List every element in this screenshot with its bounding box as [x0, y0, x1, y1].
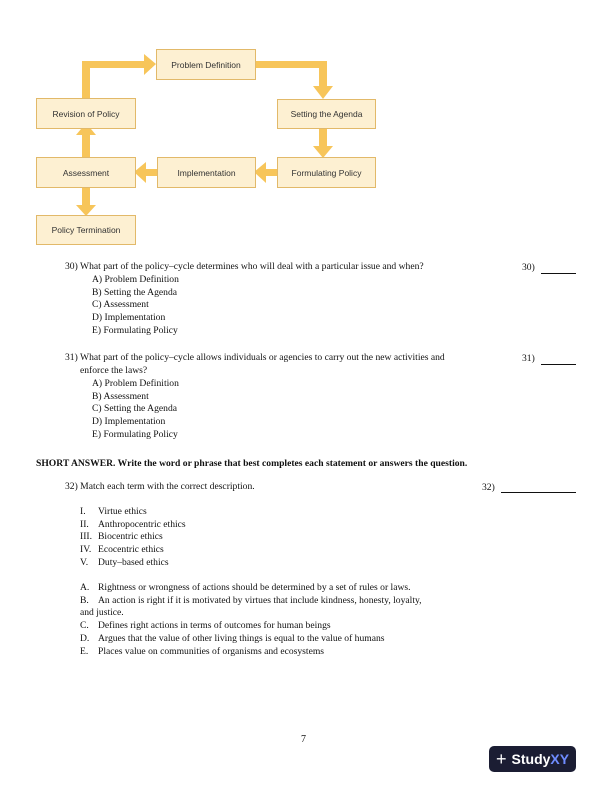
term-numeral: I. [80, 506, 86, 517]
question-30-text: 30) What part of the policy–cycle determines who will deal with a particular issue and when? [65, 261, 424, 272]
question-31-option[interactable]: E) Formulating Policy [92, 428, 178, 440]
question-31-option[interactable]: A) Problem Definition [92, 378, 179, 389]
description-text: Places value on communities of organisms and ecosystems [98, 645, 325, 657]
short-answer-header: SHORT ANSWER. Write the word or phrase that best completes each statement or answers the question. [36, 458, 468, 469]
question-30-option[interactable]: C) Assessment [92, 299, 149, 311]
box-formulating-policy: Formulating Policy [277, 157, 376, 188]
arrow-pd-to-agenda [256, 61, 326, 68]
question-31-option[interactable]: C) Setting the Agenda [92, 403, 177, 415]
box-problem-definition: Problem Definition [156, 49, 256, 80]
box-implementation: Implementation [157, 157, 256, 188]
page-number: 7 [301, 734, 306, 745]
arrow-implementation-to-assessment [144, 169, 158, 176]
arrow-agenda-to-formulating [319, 128, 327, 148]
term-numeral: III. [80, 531, 92, 543]
question-32-text: 32) Match each term with the correct description. [65, 481, 255, 492]
description-letter: E. [80, 645, 89, 657]
arrow-formulating-to-implementation [264, 169, 278, 176]
description-letter: D. [80, 632, 90, 644]
description-text: Rightness or wrongness of actions should be determined by a set of rules or laws. [98, 582, 411, 593]
question-31-answer-blank[interactable] [541, 364, 576, 365]
arrow-assessment-to-termination [82, 187, 90, 207]
question-30-option[interactable]: E) Formulating Policy [92, 324, 178, 336]
brand-prefix: Study [511, 751, 551, 767]
question-30-number: 30) [522, 262, 535, 273]
box-setting-agenda: Setting the Agenda [277, 99, 376, 129]
term-numeral: IV. [80, 544, 92, 556]
description-text: Argues that the value of other living things is equal to the value of humans [98, 632, 385, 644]
question-30-option[interactable]: D) Implementation [92, 312, 166, 324]
description-text: Defines right actions in terms of outcomes for human beings [98, 620, 331, 632]
question-30-answer-blank[interactable] [541, 273, 576, 274]
question-31-line2: enforce the laws? [80, 364, 148, 376]
term-numeral: II. [80, 518, 89, 530]
term-numeral: V. [80, 556, 89, 568]
plus-icon: + [496, 748, 507, 769]
question-32-number: 32) [482, 482, 495, 493]
question-31-line1: 31) What part of the policy–cycle allows individuals or agencies to carry out the new activities and [65, 352, 445, 363]
question-31-option[interactable]: D) Implementation [92, 416, 166, 428]
box-policy-termination: Policy Termination [36, 215, 136, 245]
question-32-answer-blank[interactable] [501, 492, 576, 493]
box-revision-of-policy: Revision of Policy [36, 98, 136, 129]
question-31-number: 31) [522, 353, 535, 364]
term-text: Biocentric ethics [98, 531, 163, 543]
studyxy-logo[interactable] [489, 746, 576, 772]
term-text: Duty–based ethics [98, 556, 169, 568]
description-continuation: and justice. [80, 607, 124, 619]
term-text: Virtue ethics [98, 506, 147, 517]
brand-suffix: XY [550, 751, 570, 767]
description-letter: B. [80, 594, 89, 606]
description-letter: C. [80, 620, 89, 632]
box-assessment: Assessment [36, 157, 136, 188]
arrow-assessment-to-revision [82, 133, 90, 157]
description-letter: A. [80, 582, 90, 593]
question-30-option[interactable]: B) Setting the Agenda [92, 286, 177, 298]
description-text: An action is right if it is motivated by virtues that include kindness, honesty, loyalty, [98, 594, 422, 606]
question-31-option[interactable]: B) Assessment [92, 390, 149, 402]
term-text: Anthropocentric ethics [98, 518, 186, 530]
term-text: Ecocentric ethics [98, 544, 164, 556]
question-30-option[interactable]: A) Problem Definition [92, 274, 179, 285]
